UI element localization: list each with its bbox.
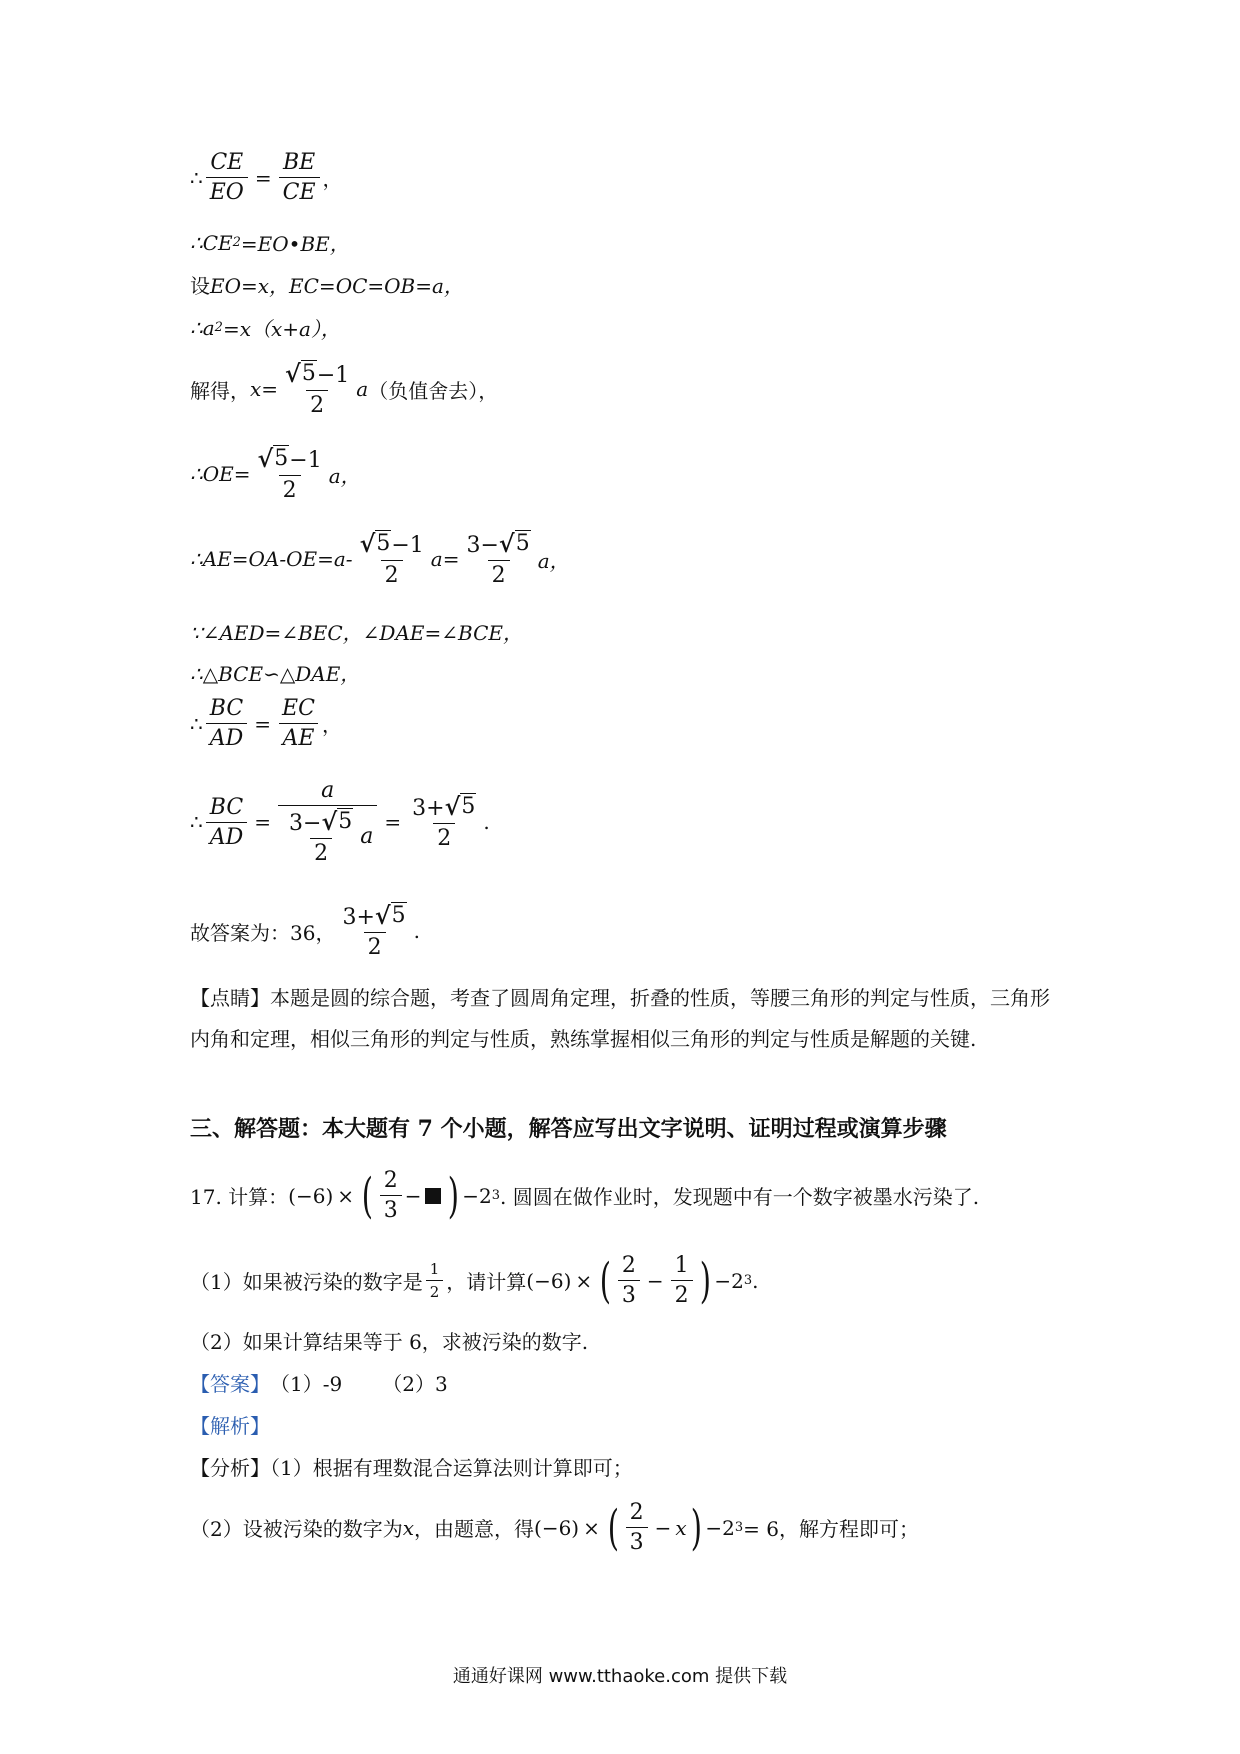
comma: ， (322, 167, 343, 191)
minus: − (404, 1183, 422, 1208)
right-paren: ) (690, 1499, 702, 1556)
solution-x (190, 360, 498, 418)
denominator: AE (279, 723, 319, 751)
sqrt: √ 5 (374, 901, 406, 930)
text: 设 (190, 274, 210, 298)
final-answer (190, 902, 420, 960)
fraction-3-minus-sqrt5-over-2 (462, 530, 534, 588)
inner-fraction (285, 808, 357, 866)
numerator (285, 808, 357, 838)
text: 【解析】 (190, 1414, 270, 1438)
sqrt: √ 5 (321, 807, 353, 836)
eq-ratio-ce (190, 150, 343, 205)
fraction-2-3 (380, 1168, 402, 1223)
numerator (356, 530, 428, 560)
denominator: 2 (381, 560, 403, 588)
period: . (483, 810, 490, 834)
minus: − (646, 1268, 664, 1293)
text: （负值舍去）， (368, 378, 499, 403)
text: ∴AE=OA-OE=a- (190, 547, 353, 571)
numerator (281, 360, 353, 390)
right-paren: ) (699, 1252, 711, 1309)
page-footer: 通通好课网 www.tthaoke.com 提供下载 (452, 1666, 788, 1687)
text: 17. 计算： (190, 1185, 289, 1209)
denominator: AD (206, 723, 248, 751)
period: . (752, 1268, 759, 1293)
text: −2 (462, 1183, 492, 1208)
dianjing-paragraph: 【点睛】本题是圆的综合题，考查了圆周角定理，折叠的性质，等腰三角形的判定与性质，三角形内角和定理，相似三角形的判定与性质，熟练掌握相似三角形的判定与性质是解题的关键. (190, 986, 1050, 1051)
fenxi-line (190, 1452, 633, 1481)
radicand: 5 (391, 903, 406, 928)
equals: = (384, 810, 402, 834)
text: (−6) (534, 1515, 580, 1540)
equals: = (254, 165, 272, 190)
left-paren: ( (361, 1167, 374, 1224)
compound-fraction (278, 778, 377, 866)
variable: x (675, 1515, 687, 1540)
text: a (360, 824, 374, 849)
radicand: 5 (301, 361, 316, 386)
eq-ratio-bc-ad (190, 696, 342, 751)
text: ∴a (190, 315, 215, 340)
sqrt: √ 5 (285, 359, 316, 388)
sqrt: √ 5 (444, 792, 476, 821)
denominator: AD (206, 822, 248, 850)
text: 三、解答题：本大题有 7 个小题，解答应写出文字说明、证明过程或演算步骤 (190, 1116, 947, 1142)
equals: = (254, 810, 272, 834)
answer-1: （1）-9 (270, 1372, 343, 1396)
denominator: 2 (671, 1280, 693, 1308)
radicand: 5 (461, 794, 476, 819)
question-17-part2 (190, 1326, 588, 1355)
text: ，请计算 (446, 1270, 527, 1294)
left-paren: ( (599, 1252, 612, 1309)
denominator: 3 (380, 1195, 402, 1223)
therefore-sign: ∴ (190, 711, 203, 736)
denominator: 3 (626, 1527, 648, 1555)
numerator: BC (209, 696, 244, 721)
text: a， (328, 463, 361, 488)
comma: ， (321, 713, 342, 737)
text: ∴CE (190, 230, 233, 255)
denominator (278, 805, 377, 866)
denominator: 3 (618, 1280, 640, 1308)
text: (−6) (526, 1268, 572, 1293)
numerator (253, 445, 325, 475)
fraction-2-3 (618, 1253, 640, 1308)
sqrt: √ 5 (498, 529, 530, 558)
numerator: BE (282, 150, 316, 175)
answer-2: （2）3 (382, 1372, 448, 1396)
fraction-3-plus-sqrt5-over-2 (338, 902, 410, 960)
text: 3− (466, 533, 499, 558)
right-paren: ) (447, 1167, 459, 1224)
text: a= (430, 547, 460, 571)
text: −2 (705, 1515, 735, 1540)
similar-triangles (190, 658, 360, 687)
text: =x（x+a）， (222, 317, 341, 341)
times: × (583, 1515, 600, 1540)
text: −2 (714, 1268, 744, 1293)
eq-ce-squared: ∴CE 2 =EO•BE， (190, 228, 350, 257)
denominator: 2 (488, 560, 510, 588)
text: 故答案为：36， (190, 920, 336, 945)
text: 解得， (190, 378, 250, 403)
therefore-sign: ∴ (190, 165, 203, 190)
numerator: CE (210, 150, 244, 175)
equals: = (254, 711, 272, 736)
section-title (190, 1112, 947, 1143)
numerator: 1 (429, 1260, 440, 1278)
radicand: 5 (274, 446, 289, 471)
text: a， (537, 548, 570, 573)
fraction-be-ce (279, 150, 320, 205)
analysis-step-2: （2）设被污染的数字为 x ，由题意，得 (−6) × ( $\frac{2}{3}$ − x ) −2 3 = 6，解方程即可； (190, 1499, 919, 1556)
eq-ratio-result (190, 778, 490, 866)
text: （1）如果被污染的数字是 (190, 1270, 423, 1294)
denominator: 2 (364, 932, 386, 960)
radicand: 5 (515, 531, 530, 556)
text: −1 (316, 363, 350, 388)
numerator (462, 530, 534, 560)
eq-ae (190, 530, 570, 588)
numerator: 2 (629, 1500, 644, 1525)
let-statement (190, 270, 464, 299)
numerator: 1 (674, 1253, 689, 1278)
angle-equalities (190, 617, 523, 646)
text: (−6) (288, 1183, 334, 1208)
answer-line (190, 1368, 448, 1397)
denominator: EO (206, 177, 248, 205)
fraction-3-plus-sqrt5-over-2 (408, 793, 480, 851)
denominator: 2 (426, 1280, 444, 1301)
ink-blot (425, 1188, 441, 1204)
text: 3+ (342, 905, 375, 930)
fraction-ec-ae (278, 696, 319, 751)
text: =EO•BE， (240, 232, 350, 256)
jiexi-label (190, 1410, 270, 1439)
text: = 6，解方程即可； (743, 1517, 919, 1541)
period: . (413, 919, 421, 943)
eq-oe (190, 445, 361, 503)
text: 【分析】（1）根据有理数混合运算法则计算即可； (190, 1456, 633, 1480)
eq-a-squared: ∴a 2 =x（x+a）， (190, 313, 341, 342)
minus: − (654, 1515, 672, 1540)
times: × (337, 1183, 355, 1208)
left-paren: ( (607, 1499, 619, 1556)
text: ∴OE= (190, 462, 251, 486)
fraction-1-2 (671, 1253, 693, 1308)
text: a (356, 377, 369, 401)
text: . 圆圆在做作业时，发现题中有一个数字被墨水污染了. (500, 1185, 980, 1209)
denominator: 2 (310, 838, 332, 866)
radicand: 5 (338, 809, 353, 834)
therefore-sign: ∴ (190, 810, 203, 834)
text: ∵∠AED=∠BEC，∠DAE=∠BCE， (190, 621, 523, 645)
times: × (575, 1268, 593, 1293)
fraction-sqrt5-minus1-over-2 (281, 360, 353, 418)
answer-label: 【答案】 (190, 1372, 270, 1396)
fraction-bc-ad (206, 795, 248, 850)
question-17-part1: （1）如果被污染的数字是 $\frac{1}{2}$ ，请计算 (−6) × ( $\frac{2}{3}$ − $\frac{1}{2}$ ) −2 3 . (190, 1252, 759, 1309)
fraction-1-2-small (426, 1260, 444, 1301)
numerator: BC (209, 794, 244, 820)
denominator: CE (279, 177, 320, 205)
text: ∴△BCE∽△DAE， (190, 662, 361, 686)
denominator: 2 (306, 390, 328, 418)
numerator (338, 902, 410, 932)
sqrt: √ 5 (359, 529, 391, 558)
text: x= (250, 377, 279, 401)
text: （2）设被污染的数字为 (190, 1517, 403, 1541)
numerator: a (321, 778, 335, 803)
denominator: 2 (279, 475, 301, 503)
text: 3+ (412, 796, 445, 821)
numerator (408, 793, 480, 823)
fraction-bc-ad (206, 696, 248, 751)
numerator: 2 (383, 1168, 398, 1193)
question-17: 17. 计算： (−6) × ( $\frac{2}{3}$ − ) −2 3 . 圆圆在做作业时，发现题中有一个数字被墨水污染了. (190, 1167, 980, 1224)
variable: x (402, 1515, 415, 1540)
text: −1 (289, 448, 322, 473)
sqrt: √ 5 (257, 444, 289, 473)
numerator: 2 (621, 1253, 636, 1278)
fraction-2-3 (626, 1500, 648, 1555)
radicand: 5 (376, 531, 391, 556)
text: 3− (289, 811, 322, 836)
fraction-sqrt5-minus1-over-2 (356, 530, 428, 588)
text: EO=x，EC=OC=OB=a， (210, 274, 464, 298)
text: （2）如果计算结果等于 6，求被污染的数字. (190, 1330, 589, 1354)
numerator: EC (282, 696, 315, 721)
text: −1 (391, 533, 424, 558)
fraction-sqrt5-minus1-over-2 (253, 445, 325, 503)
text: ，由题意，得 (414, 1517, 535, 1541)
fraction-ce-eo (206, 150, 248, 205)
denominator: 2 (433, 823, 455, 851)
